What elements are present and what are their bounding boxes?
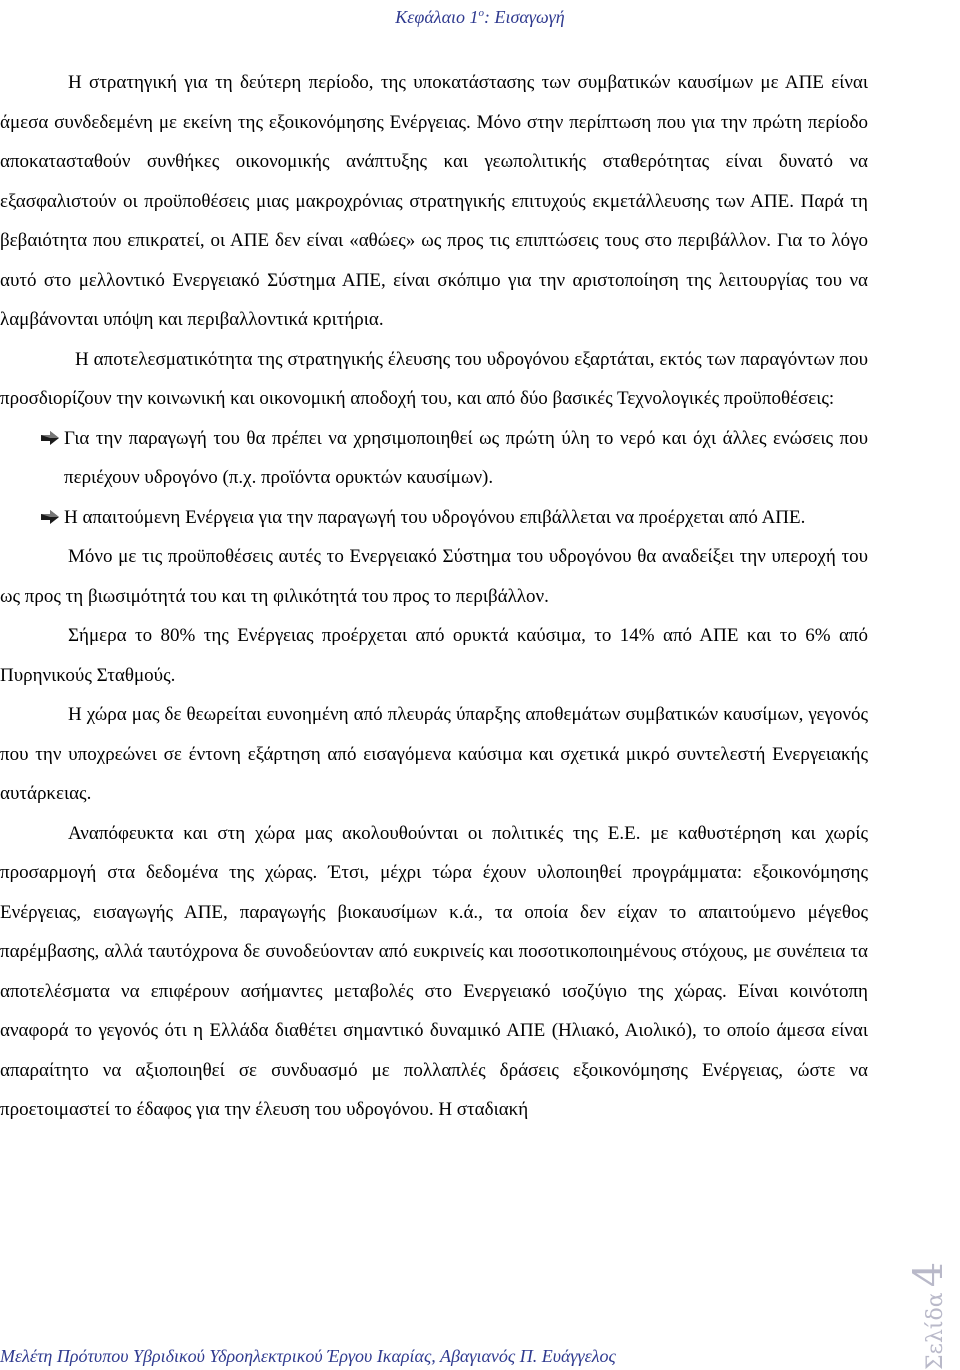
running-footer: Μελέτη Πρότυπου Υβριδικού Υδροηλεκτρικού Έργου Ικαρίας, Αβαγιανός Π. Ευάγγελος xyxy=(0,1346,616,1366)
bullet-text: Η απαιτούμενη Ενέργεια για την παραγωγή του υδρογόνου επιβάλλεται να προέρχεται από ΑΠΕ. xyxy=(64,506,806,528)
chapter-title: : Εισαγωγή xyxy=(484,7,565,27)
bullet-item-renewable-energy xyxy=(0,498,868,538)
paragraph-energy-shares: Σήμερα το 80% της Ενέργειας προέρχεται από ορυκτά καύσιμα, το 14% από ΑΠΕ και το 6% από Πυρηνικούς Σταθμούς. xyxy=(0,625,868,686)
page-number xyxy=(906,1261,960,1370)
paragraph-hydrogen-system: Μόνο με τις προϋποθέσεις αυτές το Ενεργειακό Σύστημα του υδρογόνου θα αναδείξει την υπεροχή του ως προς τη βιωσιμότητά του και τη φιλικότητά του προς το περιβάλλον. xyxy=(0,546,868,607)
document-body xyxy=(0,63,868,1130)
page-number-value: 4 xyxy=(906,1261,952,1288)
arrow-bullet-icon xyxy=(0,419,64,459)
paragraph-fuel-dependence: Η χώρα μας δε θεωρείται ευνοημένη από πλευράς ύπαρξης αποθεμάτων συμβατικών καυσίμων, γεγονός που την υποχρεώνει σε έντονη εξάρτηση από εισαγόμενα καύσιμα και σχετικά μικρό συντελεστή Ενεργειακής αυτάρκειας. xyxy=(0,704,868,804)
paragraph-eu-policies: Αναπόφευκτα και στη χώρα μας ακολουθούνται οι πολιτικές της Ε.Ε. με καθυστέρηση και χωρίς προσαρμογή στα δεδομένα της χώρας. Έτσι, μέχρι τώρα έχουν υλοποιηθεί προγράμματα: εξοικονόμησης Ενέργειας, εισαγωγής ΑΠΕ, παραγωγής βιοκαυσίμων κ.ά., τα οποία δεν είχαν το απαιτούμενο μέγεθος παρέμβασης, αλλά ταυτόχρονα δε συνοδεύονταν από ευκρινείς και ποσοτικοποιημένους στόχους, με συνέπεια τα αποτελέσματα να επιφέρουν ασήμαντες μεταβολές στο Ενεργειακό ισοζύγιο της χώρας. Είναι κοινότοπη αναφορά το γεγονός ότι η Ελλάδα διαθέτει σημαντικό δυναμικό ΑΠΕ (Ηλιακό, Αιολικό), το οποίο άμεσα είναι απαραίτητο να αξιοποιηθεί σε συνδυασμό με πολλαπλές δράσεις εξοικονόμησης Ενέργειας, ώστε να προετοιμαστεί το έδαφος για την έλευση του υδρογόνου. Η σταδιακή xyxy=(0,822,868,1120)
page-label: Σελίδα xyxy=(923,1292,948,1370)
paragraph-hydrogen-effectiveness: Η αποτελεσματικότητα της στρατηγικής έλευσης του υδρογόνου εξαρτάται, εκτός των παραγόντων που προσδιορίζουν την κοινωνική και οικονομική αποδοχή του, και από δύο βασικές Τεχνολογικές προϋποθέσεις: xyxy=(0,348,868,409)
arrow-bullet-icon xyxy=(0,498,64,538)
running-header xyxy=(0,2,960,28)
bullet-item-water-feedstock xyxy=(0,419,868,498)
chapter-ordinal: ο xyxy=(478,7,485,19)
paragraph-renewable-strategy: Η στρατηγική για τη δεύτερη περίοδο, της υποκατάστασης των συμβατικών καυσίμων με ΑΠΕ είναι άμεσα συνδεδεμένη με εκείνη της εξοικονόμησης Ενέργειας. Μόνο στην περίπτωση που για την πρώτη περίοδο αποκατασταθούν συνθήκες οικονομικής ανάπτυξης και γεωπολιτικής σταθερότητας είναι δυνατό να εξασφαλιστούν οι προϋποθέσεις μιας μακροχρόνιας στρατηγικής επιτυχούς εκμετάλλευσης των ΑΠΕ. Παρά τη βεβαιότητα που επικρατεί, οι ΑΠΕ δεν είναι «αθώες» ως προς τις επιπτώσεις τους στο περιβάλλον. Για το λόγο αυτό στο μελλοντικό Ενεργειακό Σύστημα ΑΠΕ, είναι σκόπιμο για την αριστοποίηση της λειτουργίας του να λαμβάνονται υπόψη και περιβαλλοντικά κριτήρια. xyxy=(0,72,868,330)
chapter-word: Κεφάλαιο 1 xyxy=(395,7,479,27)
bullet-text: Για την παραγωγή του θα πρέπει να χρησιμοποιηθεί ως πρώτη ύλη το νερό και όχι άλλες ενώσεις που περιέχουν υδρογόνο (π.χ. προϊόντα ορυκτών καυσίμων). xyxy=(64,427,868,488)
